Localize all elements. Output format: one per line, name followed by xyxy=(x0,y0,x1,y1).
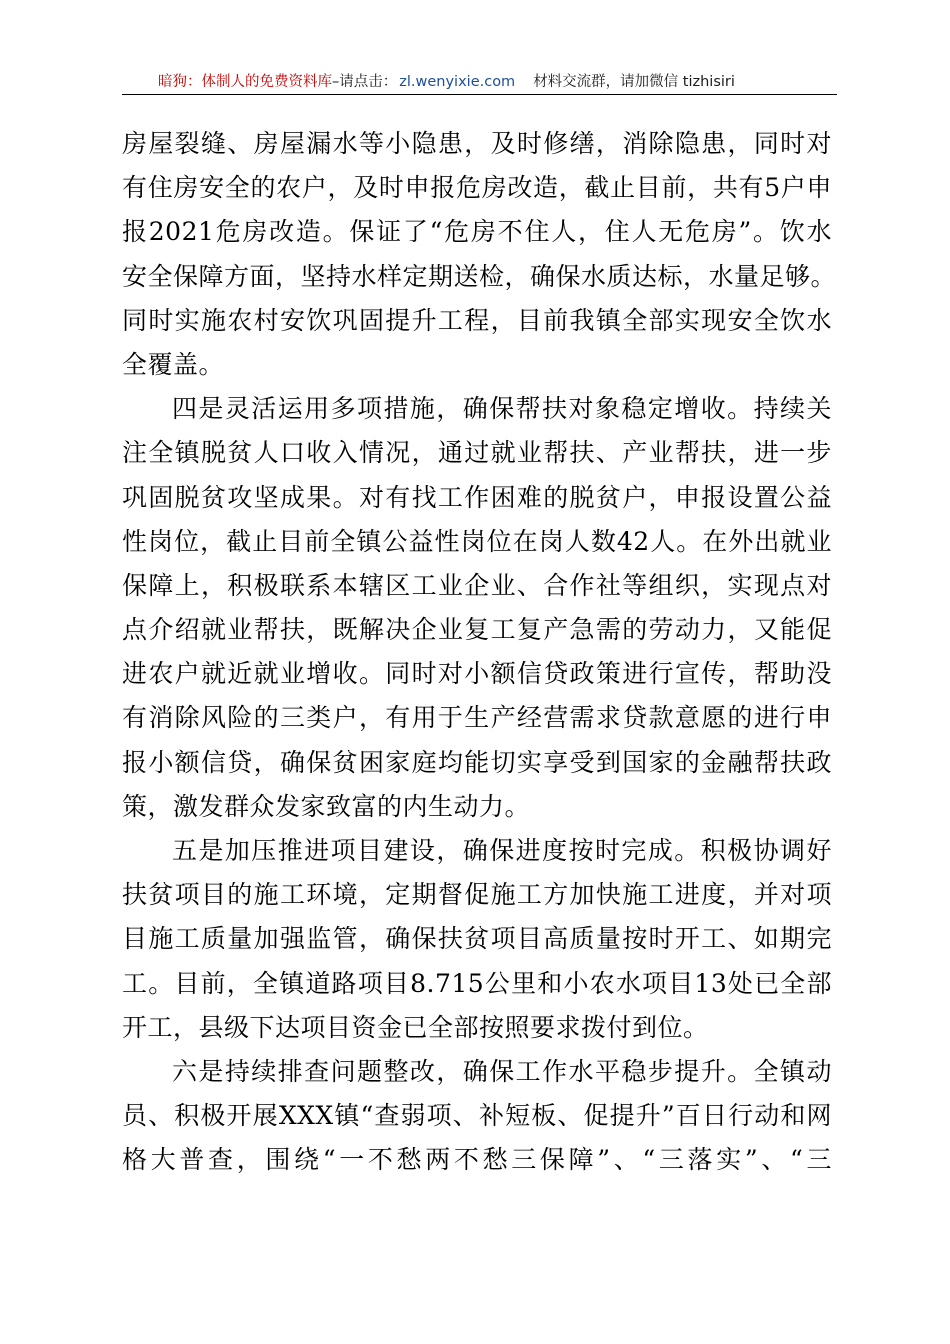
text-line: 有消除风险的三类户，有用于生产经营需求贷款意愿的进行申 xyxy=(122,703,832,733)
header-site-name: 暗狗：体制人的免费资料库 xyxy=(158,74,332,90)
page-header xyxy=(122,70,837,94)
text-line: 点介绍就业帮扶，既解决企业复工复产急需的劳动力，又能促 xyxy=(122,615,832,645)
text-line: 目施工质量加强监管，确保扶贫项目高质量按时开工、如期完 xyxy=(122,924,832,954)
text-line: 进农户就近就业增收。同时对小额信贷政策进行宣传，帮助没 xyxy=(122,659,832,689)
text-line: 保障上，积极联系本辖区工业企业、合作社等组织，实现点对 xyxy=(122,570,832,600)
text-line: 报2021危房改造。保证了“危房不住人，住人无危房”。饮水 xyxy=(122,217,832,247)
text-line: 格大普查，围绕“一不愁两不愁三保障”、“三落实”、“三 xyxy=(122,1145,832,1175)
header-group-note: 材料交流群，请加微信 tizhisiri xyxy=(533,74,735,90)
header-click-prompt: –请点击： xyxy=(332,74,398,90)
paragraph-start-line: 五是加压推进项目建设，确保进度按时完成。积极协调好 xyxy=(172,836,832,865)
text-line: 巩固脱贫攻坚成果。对有找工作困难的脱贫户，申报设置公益 xyxy=(122,482,832,512)
text-line: 报小额信贷，确保贫困家庭均能切实享受到国家的金融帮扶政 xyxy=(122,747,832,777)
text-line: 性岗位，截止目前全镇公益性岗位在岗人数42人。在外出就业 xyxy=(122,526,832,556)
text-line: 同时实施农村安饮巩固提升工程，目前我镇全部实现安全饮水 xyxy=(122,305,832,335)
text-line: 全覆盖。 xyxy=(122,349,225,379)
text-line: 有住房安全的农户，及时申报危房改造，截止目前，共有5户申 xyxy=(122,173,832,203)
text-line: 扶贫项目的施工环境，定期督促施工方加快施工进度，并对项 xyxy=(122,880,832,910)
text-line: 开工，县级下达项目资金已全部按照要求拨付到位。 xyxy=(122,1012,709,1042)
document-body xyxy=(122,122,837,1183)
text-line: 工。目前，全镇道路项目8.715公里和小农水项目13处已全部 xyxy=(122,968,832,998)
paragraph-start-line: 六是持续排查问题整改，确保工作水平稳步提升。全镇动 xyxy=(172,1056,832,1086)
header-url-link[interactable]: zl.wenyixie.com xyxy=(399,74,516,90)
text-line: 注全镇脱贫人口收入情况，通过就业帮扶、产业帮扶，进一步 xyxy=(122,438,832,468)
text-line: 策，激发群众发家致富的内生动力。 xyxy=(122,791,531,821)
header-divider xyxy=(122,94,837,95)
text-line: 安全保障方面，坚持水样定期送检，确保水质达标，水量足够。 xyxy=(122,261,837,291)
text-line: 房屋裂缝、房屋漏水等小隐患，及时修缮，消除隐患，同时对 xyxy=(122,129,832,158)
paragraph-start-line: 四是灵活运用多项措施，确保帮扶对象稳定增收。持续关 xyxy=(172,394,832,424)
text-line: 员、积极开展XXX镇“查弱项、补短板、促提升”百日行动和网 xyxy=(122,1101,832,1131)
